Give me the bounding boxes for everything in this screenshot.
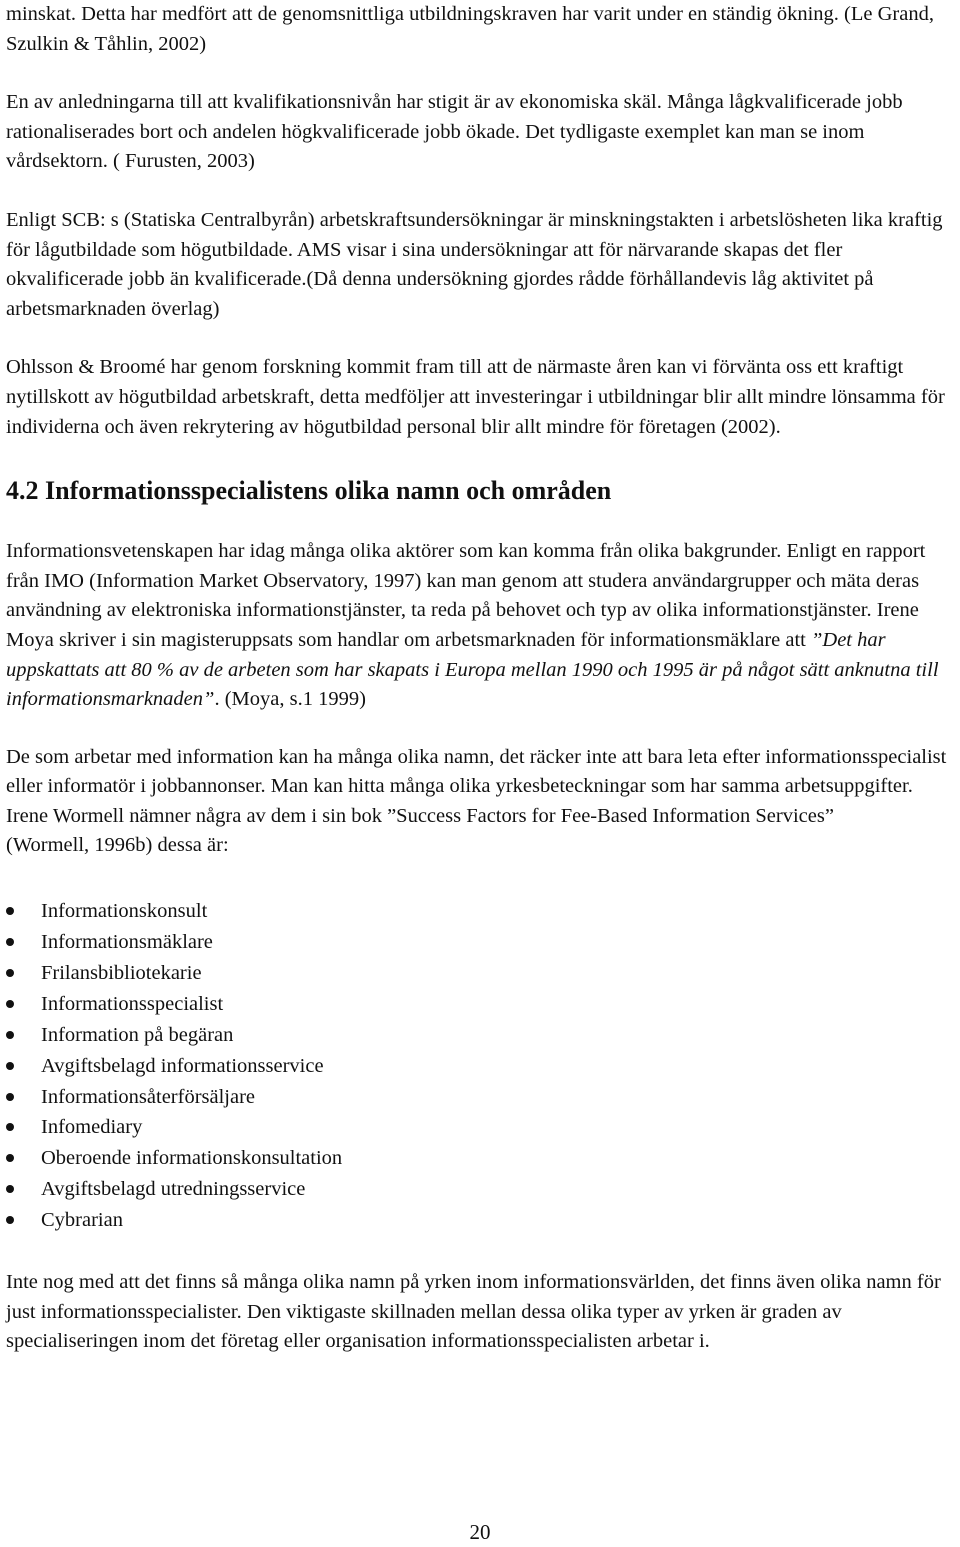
paragraph-ohlsson-broome: Ohlsson & Broomé har genom forskning kommit fram till att de närmaste åren kan vi förvänta oss ett kraftigt nytillskott av högutbildad arbetskraft, detta medföljer att investeringar i utbildningar blir allt mindre lönsamma för individerna och även rekrytering av högutbildad personal blir allt mindre för företagen (2002). <box>6 356 945 438</box>
list-item: Informationsspecialist <box>6 989 956 1020</box>
paragraph-text: Informationsvetenskapen har idag många olika aktörer som kan komma från olika bakgrunder. Enligt en rapport från IMO (Information Market Observatory, 1997) kan man genom att studera användargrupper och mäta deras användning av elektroniska informationstjänster, ta reda på behovet och typ av olika informationstjänster. Irene Moya skriver i sin magisteruppsats som handlar om arbetsmarknaden för informationsmäklare att <box>6 540 926 651</box>
moya-quote: ”Det har uppskattats att 80 % av de arbeten som har skapats i Europa mellan 1990 och 1995 är på något sätt anknutna till informationsmarknaden” <box>6 628 939 711</box>
list-item: Avgiftsbelagd informationsservice <box>6 1051 956 1082</box>
section-heading: 4.2 Informationsspecialistens olika namn och områden <box>6 476 612 506</box>
bullet-icon <box>6 1216 14 1224</box>
paragraph-education-requirements: minskat. Detta har medfört att de genomsnittliga utbildningskraven har varit under en ständig ökning. (Le Grand, Szulkin & Tåhlin, 2002) <box>6 3 934 55</box>
bullet-icon <box>6 1154 14 1162</box>
bullet-icon <box>6 1031 14 1039</box>
paragraph-information-science <box>6 537 956 715</box>
bullet-icon <box>6 1093 14 1101</box>
list-item: Informationsåterförsäljare <box>6 1082 956 1113</box>
list-item: Cybrarian <box>6 1205 956 1236</box>
page-content <box>6 0 956 1357</box>
job-title-list <box>6 896 956 1236</box>
list-item: Infomediary <box>6 1112 956 1143</box>
list-item: Information på begäran <box>6 1020 956 1051</box>
wormell-citation: (Wormell, 1996b) dessa är: <box>6 834 229 857</box>
page-number: 20 <box>469 1520 491 1544</box>
paragraph-scb-survey: Enligt SCB: s (Statiska Centralbyrån) arbetskraftsundersökningar är minskningstakten i arbetslösheten lika kraftig för lågutbildade som högutbildade. AMS visar i sina undersökningar att för närvarande skapas det fler okvalificerade jobb än kvalificerade.(Då denna undersökning gjordes rådde förhållandevis låg aktivitet på arbetsmarknaden överlag) <box>6 208 943 320</box>
list-item: Avgiftsbelagd utredningsservice <box>6 1174 956 1205</box>
bullet-icon <box>6 907 14 915</box>
list-item: Informationsmäklare <box>6 927 956 958</box>
bullet-icon <box>6 1185 14 1193</box>
paragraph-economic-reasons: En av anledningarna till att kvalifikationsnivån har stigit är av ekonomiska skäl. Många lågkvalificerade jobb rationaliserades bort och andelen högkvalificerade jobb ökade. Det tydligaste exemplet kan man se inom vårdsektorn. ( Furusten, 2003) <box>6 91 903 173</box>
bullet-icon <box>6 969 14 977</box>
bullet-icon <box>6 1123 14 1131</box>
bullet-icon <box>6 1062 14 1070</box>
paragraph-specialisation: Inte nog med att det finns så många olika namn på yrken inom informationsvärlden, det finns även olika namn för just informationsspecialister. Den viktigaste skillnaden mellan dessa olika typer av yrken är graden av specialiseringen inom det företag eller organisation informationsspecialisten arbetar i. <box>6 1271 941 1353</box>
bullet-icon <box>6 938 14 946</box>
moya-citation: . (Moya, s.1 1999) <box>214 688 366 711</box>
bullet-icon <box>6 1000 14 1008</box>
list-item: Informationskonsult <box>6 896 956 927</box>
paragraph-text: De som arbetar med information kan ha många olika namn, det räcker inte att bara leta efter informationsspecialist eller informatör i jobbannonser. Man kan hitta många olika yrkesbeteckningar som har samma arbetsuppgifter. Irene Wormell nämner några av dem i sin bok ”Success Factors for Fee-Based Information Services” <box>6 745 947 827</box>
paragraph-wormell <box>6 743 956 861</box>
list-item: Frilansbibliotekarie <box>6 958 956 989</box>
list-item: Oberoende informationskonsultation <box>6 1143 956 1174</box>
